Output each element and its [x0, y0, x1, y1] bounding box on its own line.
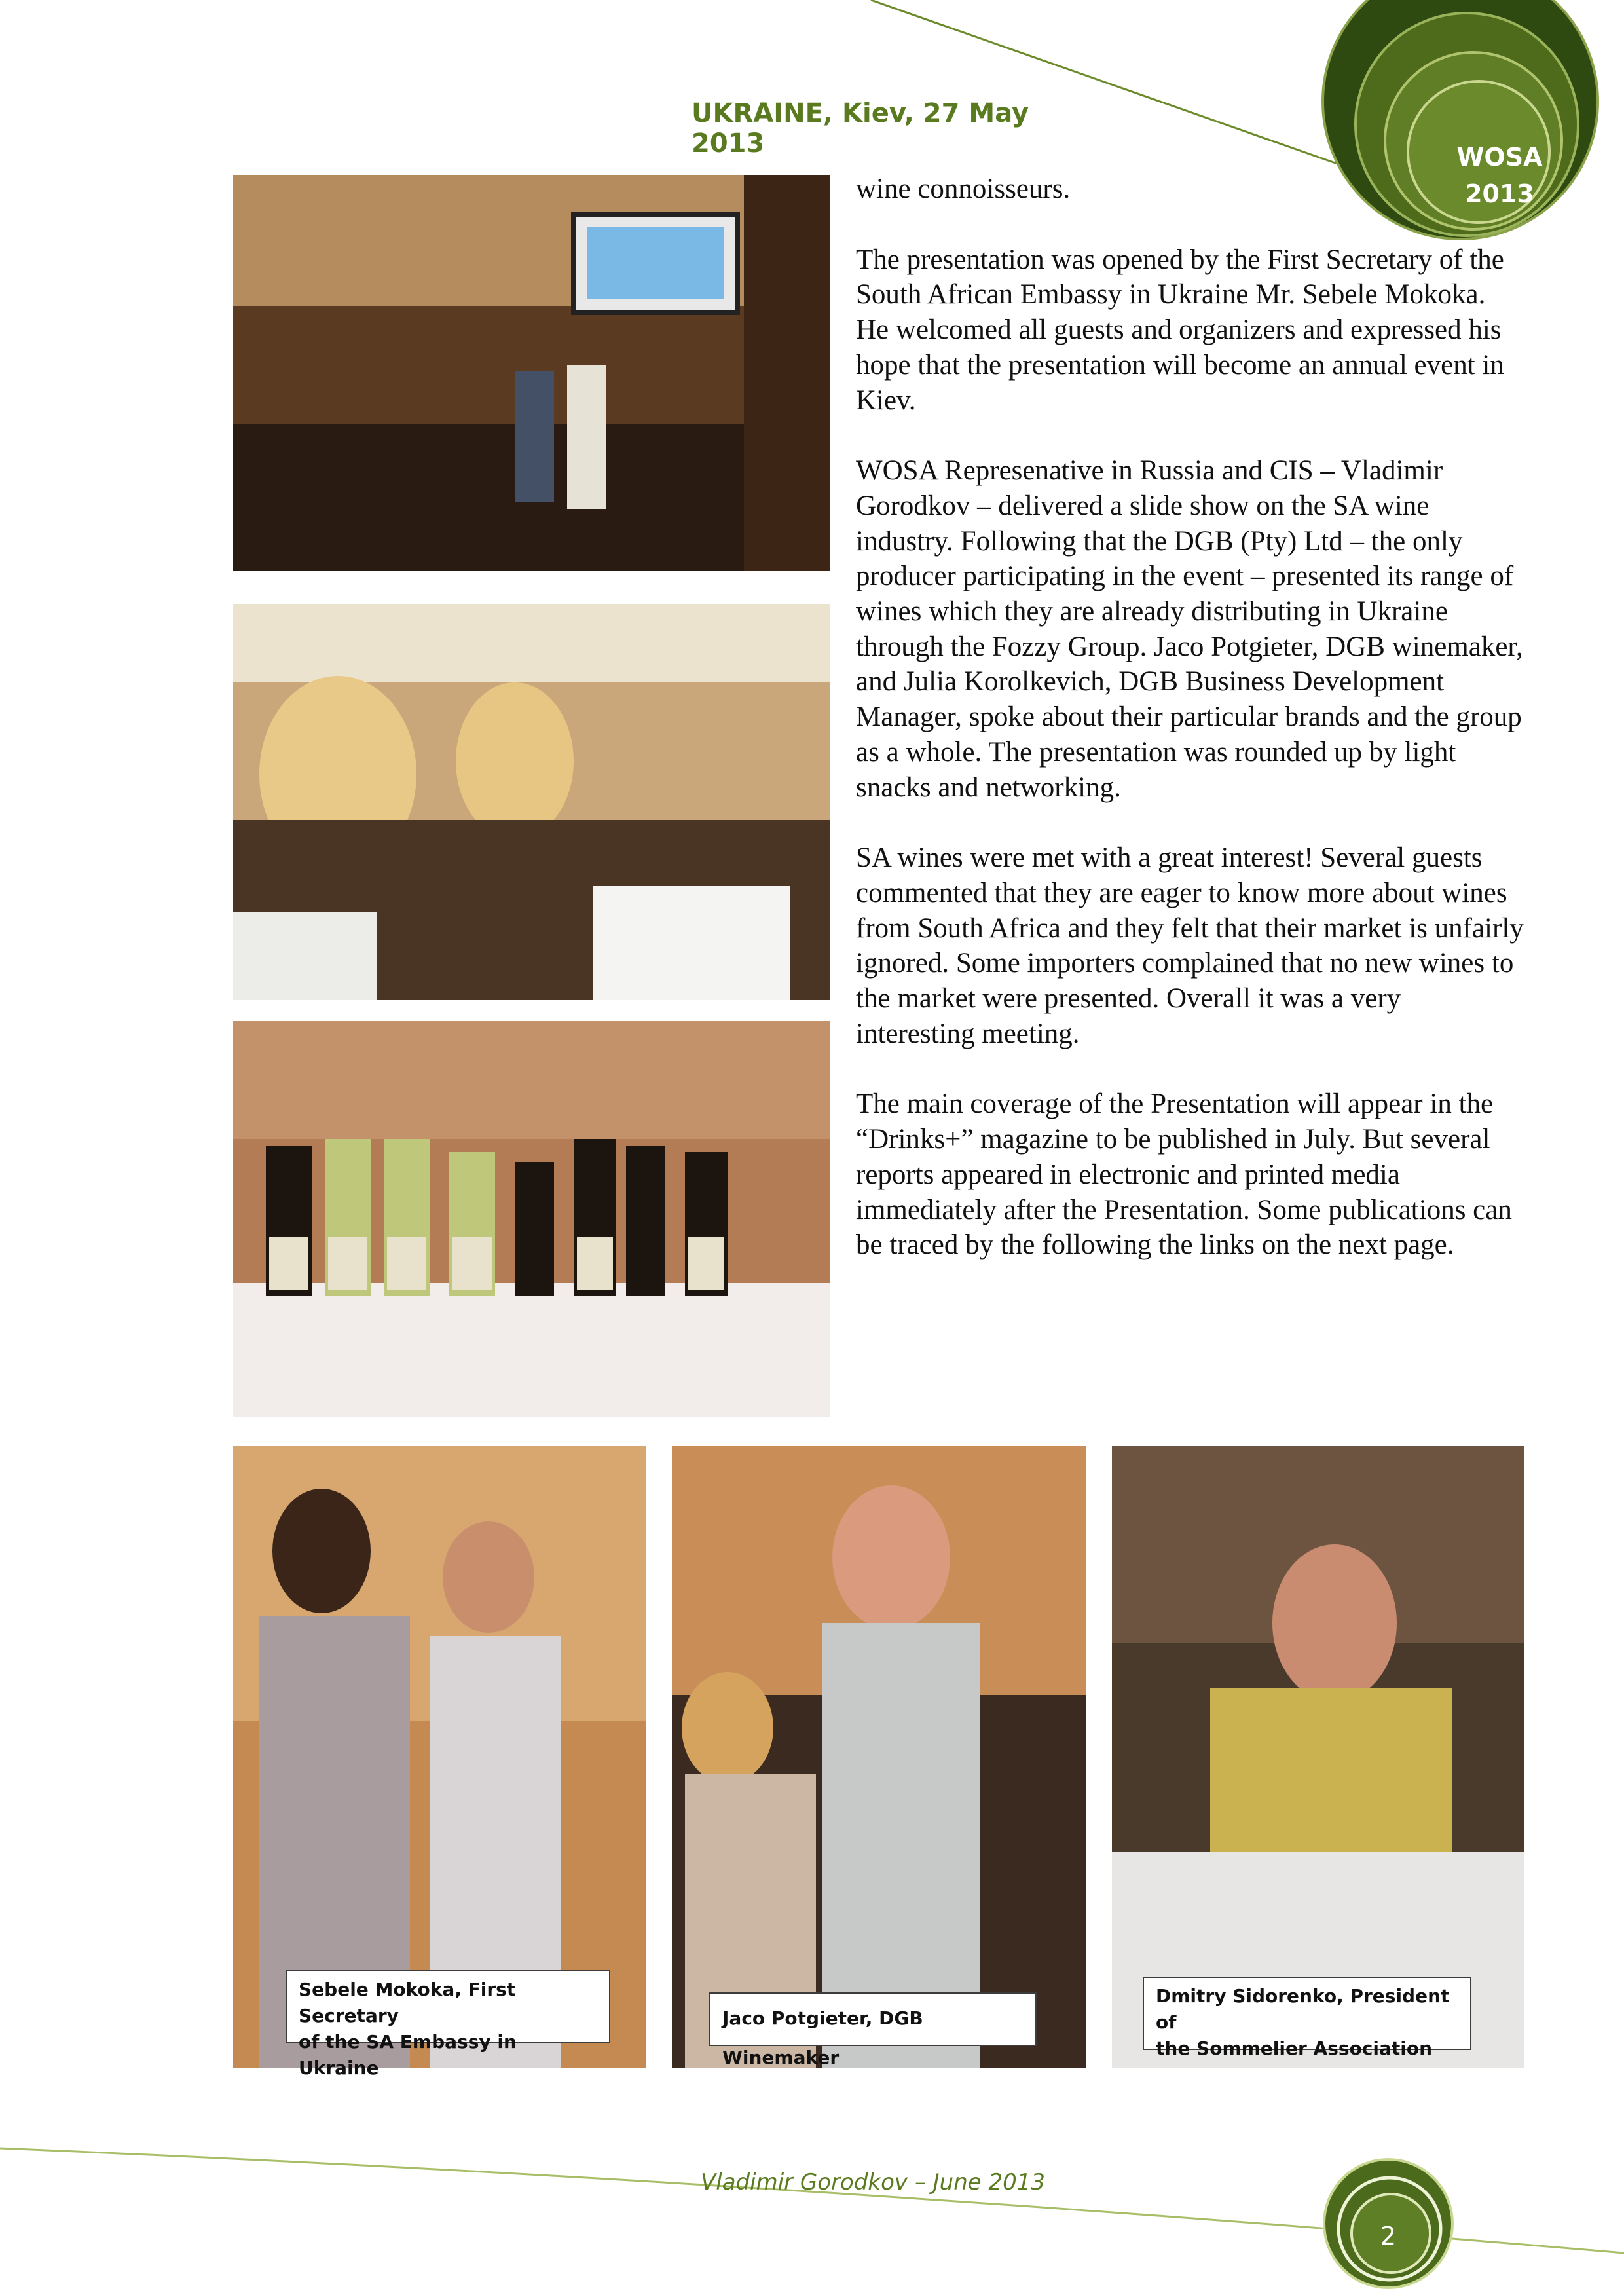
badge-label-wosa: WOSA — [1456, 143, 1543, 172]
paragraph-3: WOSA Represenative in Russia and CIS – Vladimir Gorodkov – delivered a slide show on the SA wine industry. Following that the DGB (Pty) Ltd – the only producer participating in the event – presented its range of wines which they are already distributing in Ukraine through the Fozzy Group. Jaco Potgieter, DGB winemaker, and Julia Korolkevich, DGB Business Development Manager, spoke about their particular brands and the group as a whole. The presentation was rounded up by light snacks and networking. — [856, 455, 1523, 803]
caption-dmitry-line-1: Dmitry Sidorenko, President of — [1156, 1985, 1450, 2033]
photo-wine-bottles — [233, 1021, 830, 1417]
badge-label-year: 2013 — [1465, 179, 1534, 208]
footer-author: Vladimir Gorodkov – June 2013 — [701, 2169, 1046, 2195]
caption-sebele-mokoka — [286, 1970, 610, 2079]
photo-restaurant-hall — [233, 604, 830, 1000]
caption-sebele-line-2: of the SA Embassy in Ukraine — [299, 2031, 517, 2079]
header-title: UKRAINE, Kiev, 27 May 2013 — [692, 98, 1029, 158]
paragraph-5: The main coverage of the Presentation will appear in the “Drinks+” magazine to be published in July. But several reports appeared in electronic and printed media immediately after the Presentation. Some publications can be traced by the following the links on the next page. — [856, 1089, 1512, 1261]
caption-jaco-line: Jaco Potgieter, DGB Winemaker — [722, 2007, 923, 2068]
article-body — [856, 172, 1524, 1298]
caption-sebele-line-1: Sebele Mokoka, First Secretary — [299, 1979, 516, 2026]
paragraph-4: SA wines were met with a great interest! Several guests commented that they are eager to know more about wines from South Africa and they felt that their market is unfairly ignored. Some importers complained that no new wines to the market were presented. Overall it was a very interesting meeting. — [856, 842, 1524, 1049]
paragraph-2: The presentation was opened by the First Secretary of the South African Embassy in Ukraine Mr. Sebele Mokoka. He welcomed all guests and organizers and expressed his hope that the presentation will become an annual event in Kiev. — [856, 244, 1504, 416]
photo-dmitry-sidorenko — [1112, 1446, 1524, 2068]
caption-jaco-potgieter — [709, 1992, 1037, 2068]
caption-dmitry-line-2: the Sommelier Association — [1156, 2038, 1433, 2059]
caption-dmitry-sidorenko — [1143, 1977, 1471, 2059]
photo-presentation-screen — [233, 175, 830, 571]
page-number: 2 — [1380, 2222, 1397, 2250]
photo-jaco-potgieter — [672, 1446, 1086, 2068]
paragraph-1: wine connoisseurs. — [856, 174, 1071, 204]
